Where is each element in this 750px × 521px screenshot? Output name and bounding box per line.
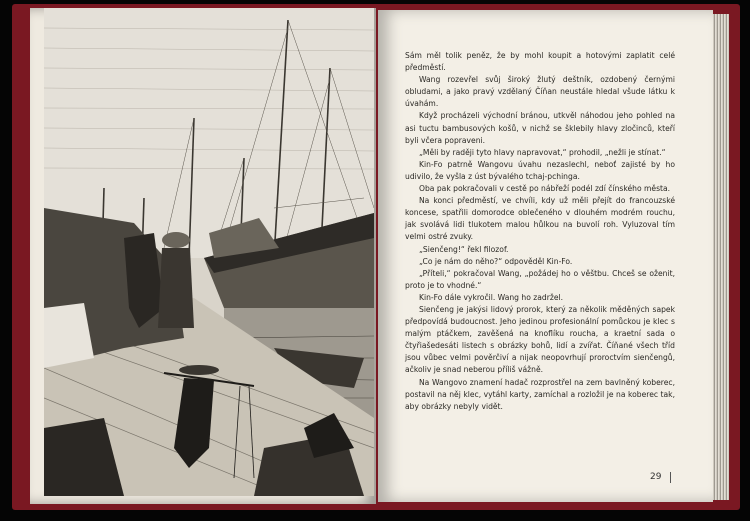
- paragraph: Oba pak pokračovali v cestě po nábřeží podél zdí čínského města.: [419, 184, 671, 194]
- paragraph: „Měli by raději tyto hlavy napravovat,“ prohodil, „nežli je stínat.“: [419, 147, 666, 157]
- paragraph: Kin-Fo dále vykročil. Wang ho zadržel.: [419, 292, 564, 302]
- paragraph: Sám měl tolik peněz, že by mohl koupit a hotovými zaplatit celé předměstí.: [405, 51, 675, 73]
- paragraph: Na konci předměstí, ve chvíli, kdy už měli přejít do francouzské koncese, spatřili domorodce oblečeného v dlouhém modrém rouchu, jak svolává lidi tlukotem malou hůlkou na buvolí roh. Vyluzoval tím velmi ostré zvuky.: [405, 196, 675, 242]
- paragraph: Na Wangovo znamení hadač rozprostřel na zem bavlněný koberec, postavil na něj klec, vytáhl karty, zamíchal a rozložil je na koberec tak, aby obrázky nebyly vidět.: [405, 377, 675, 411]
- paragraph: Sienčeng je jakýsi lidový prorok, který za několik měděných sapek předpovídá budoucnost. Jeho jedinou profesionální pomůckou je klec s malým ptáčkem, zavěšená na knoflíku roucha, a kraetní sada o čtyřiašedesáti listech s obrázky bohů, lidí a zvířat. Číňané všech tříd jsou vůbec velmi pověrčiví a nijak neopovrhují proroctvím sienčengů, ačkoliv je snad neberou příliš vážně.: [405, 304, 675, 375]
- paragraph: „Sienčeng!“ řekl filozof.: [419, 244, 509, 254]
- page-edges: [713, 14, 729, 500]
- harbor-engraving-illustration: [44, 8, 374, 496]
- paragraph: „Příteli,“ pokračoval Wang, „požádej ho o věštbu. Chceš se oženit, proto je to vhodné.“: [405, 268, 675, 290]
- paragraph: Když procházeli východní bránou, utkvěl náhodou jeho pohled na asi tuctu bambusových košů, v nichž se šklebily hlavy zločinců, kteří byli včera popraveni.: [405, 111, 675, 145]
- body-text: [405, 50, 675, 413]
- page-number-rule: [670, 472, 671, 483]
- paragraph: „Co je nám do něho?“ odpověděl Kin-Fo.: [419, 256, 573, 266]
- paragraph: Wang rozevřel svůj široký žlutý deštník, ozdobený černými obludami, a jako pravý vzdělaný Číňan neustále hledal všude látku k úvahám.: [405, 75, 675, 109]
- paragraph: Kin-Fo patrně Wangovu úvahu nezaslechl, neboť zajisté by ho udivilo, že vyšla z úst bývalého tchaj-pchinga.: [405, 159, 675, 181]
- page-number: 29: [650, 472, 662, 482]
